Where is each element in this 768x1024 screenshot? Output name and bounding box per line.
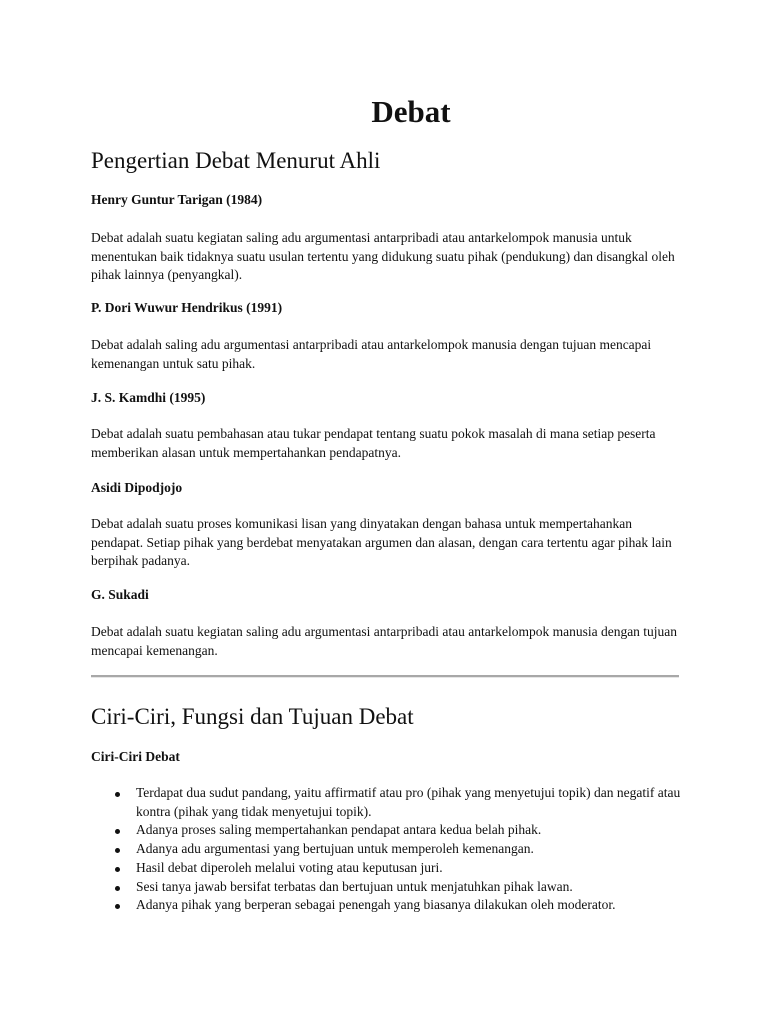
list-item: [91, 896, 691, 915]
expert-name: Asidi Dipodjojo: [91, 480, 183, 495]
characteristics-list: [91, 784, 691, 915]
bullet-icon: [115, 904, 120, 909]
expert-definition: Debat adalah suatu proses komunikasi lisan yang dinyatakan dengan bahasa untuk mempertahankan pendapat. Setiap pihak yang berdebat menyatakan argumen dan alasan, dengan cara tertentu agar pihak lain berpihak padanya.: [91, 516, 672, 568]
expert-name: P. Dori Wuwur Hendrikus (1991): [91, 300, 283, 315]
list-item-text: Adanya adu argumentasi yang bertujuan untuk memperoleh kemenangan.: [136, 841, 534, 857]
expert-name: J. S. Kamdhi (1995): [91, 390, 206, 405]
list-item: [91, 859, 691, 878]
expert-definition: Debat adalah suatu kegiatan saling adu argumentasi antarpribadi atau antarkelompok manusia untuk menentukan baik tidaknya suatu usulan tertentu yang didukung suatu pihak (pendukung) dan disangkal oleh pihak lainnya (penyangkal).: [91, 230, 675, 282]
bullet-icon: [115, 848, 120, 853]
bullet-icon: [115, 886, 120, 891]
document-title: Debat: [371, 94, 451, 129]
list-item-text: Sesi tanya jawab bersifat terbatas dan bertujuan untuk menjatuhkan pihak lawan.: [136, 878, 573, 894]
list-item: [91, 784, 691, 821]
list-item-text: Terdapat dua sudut pandang, yaitu affirmatif atau pro (pihak yang menyetujui topik) dan negatif atau kontra (pihak yang tidak menyetujui topik).: [136, 785, 681, 819]
bullet-icon: [115, 829, 120, 834]
expert-definition: Debat adalah saling adu argumentasi antarpribadi atau antarkelompok manusia dengan tujuan mencapai kemenangan untuk satu pihak.: [91, 337, 652, 371]
list-item-text: Adanya pihak yang berperan sebagai penengah yang biasanya dilakukan oleh moderator.: [136, 897, 616, 913]
expert-definition: Debat adalah suatu pembahasan atau tukar pendapat tentang suatu pokok masalah di mana setiap peserta memberikan alasan untuk mempertahankan pendapatnya.: [91, 426, 656, 460]
expert-definition: Debat adalah suatu kegiatan saling adu argumentasi antarpribadi atau antarkelompok manusia dengan tujuan mencapai kemenangan.: [91, 624, 678, 658]
expert-name: G. Sukadi: [91, 587, 149, 602]
section-heading-characteristics: Ciri-Ciri, Fungsi dan Tujuan Debat: [91, 704, 414, 729]
subheading-characteristics: Ciri-Ciri Debat: [91, 749, 180, 764]
list-item: [91, 821, 691, 840]
section-heading-definitions: Pengertian Debat Menurut Ahli: [91, 148, 381, 173]
bullet-icon: [115, 792, 120, 797]
bullet-icon: [115, 867, 120, 872]
list-item: [91, 878, 691, 897]
expert-name: Henry Guntur Tarigan (1984): [91, 192, 263, 207]
list-item-text: Adanya proses saling mempertahankan pendapat antara kedua belah pihak.: [136, 822, 542, 838]
list-item-text: Hasil debat diperoleh melalui voting atau keputusan juri.: [136, 859, 443, 875]
list-item: [91, 840, 691, 859]
horizontal-divider: [91, 675, 679, 678]
